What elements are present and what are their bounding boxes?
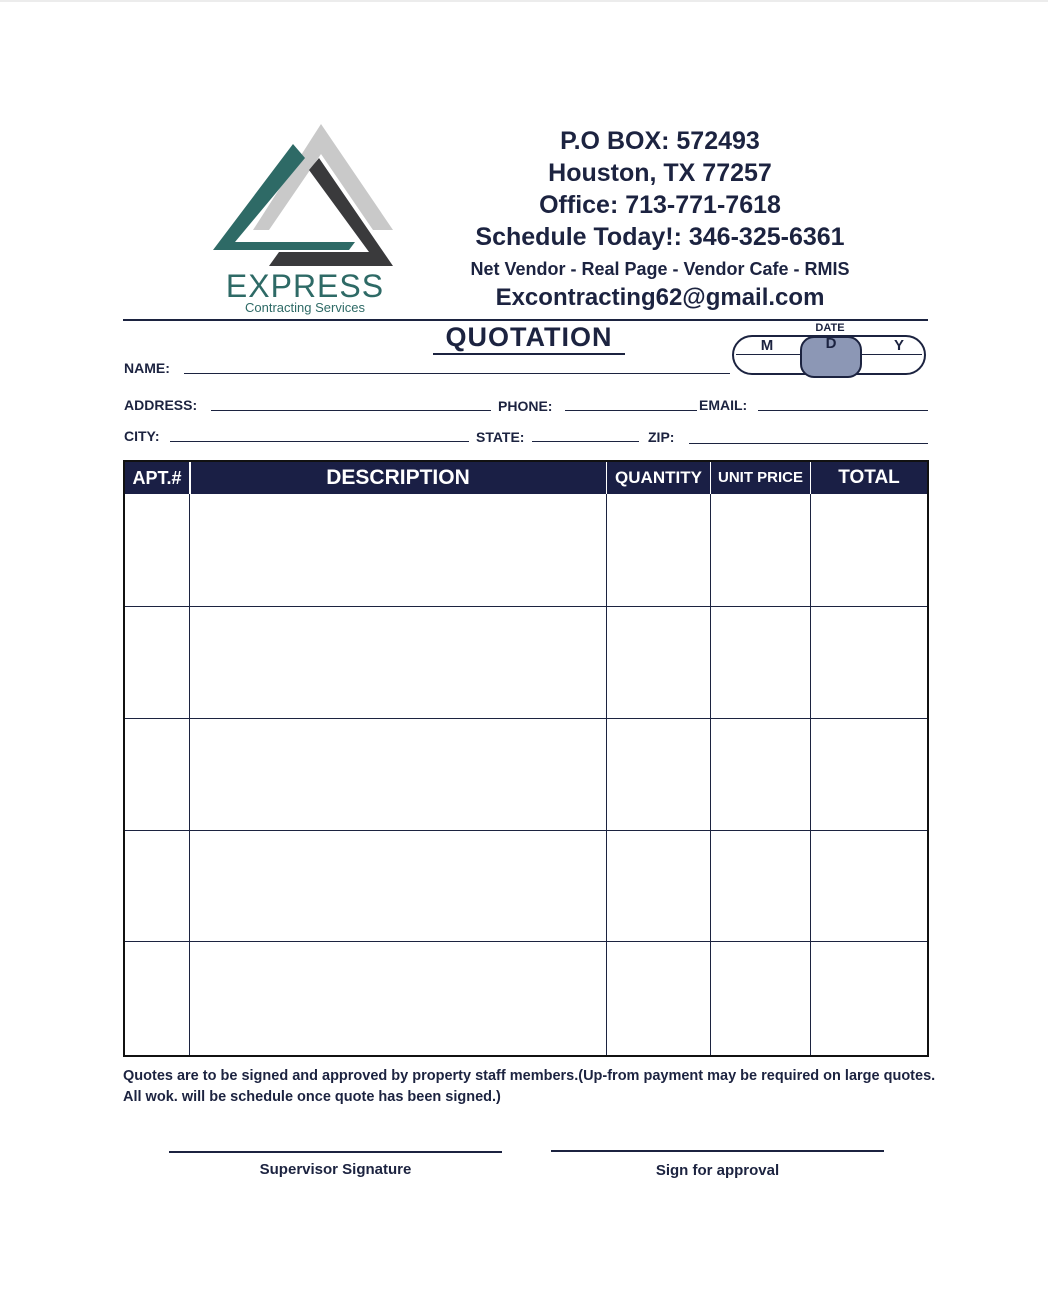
email-field[interactable] xyxy=(758,410,928,411)
header-separator xyxy=(606,462,607,494)
schedule-phone: Schedule Today!: 346-325-6361 xyxy=(475,223,845,251)
header-quantity: QUANTITY xyxy=(615,468,702,487)
table-row[interactable] xyxy=(125,719,927,830)
zip-field[interactable] xyxy=(689,443,928,444)
office-phone: Office: 713-771-7618 xyxy=(539,191,781,219)
phone-label: PHONE: xyxy=(498,398,553,414)
city-label: CITY: xyxy=(124,428,160,444)
table-row[interactable] xyxy=(125,831,927,941)
terms-note: Quotes are to be signed and approved by property staff members.(Up-from payment may be required on large quotes. All wok. will be schedule once quote has been signed.) xyxy=(123,1068,936,1105)
state-field[interactable] xyxy=(532,441,639,442)
table-row[interactable] xyxy=(125,495,927,606)
logo-wordmark: EXPRESS xyxy=(225,268,385,304)
header-separator xyxy=(710,462,711,494)
name-field[interactable] xyxy=(184,373,730,374)
state-label: STATE: xyxy=(476,429,525,445)
approval-signature-line[interactable] xyxy=(551,1150,884,1152)
name-label: NAME: xyxy=(124,360,170,376)
city-field[interactable] xyxy=(170,441,469,442)
title-underline xyxy=(433,353,625,355)
header-separator xyxy=(189,462,191,494)
header-description: DESCRIPTION xyxy=(326,466,470,489)
page-title: QUOTATION xyxy=(445,322,613,352)
zip-label: ZIP: xyxy=(648,429,675,445)
supervisor-signature-line[interactable] xyxy=(169,1151,502,1153)
email-label: EMAIL: xyxy=(699,397,748,413)
contact-email[interactable]: Excontracting62@gmail.com xyxy=(495,284,825,311)
header-divider xyxy=(123,319,928,321)
phone-field[interactable] xyxy=(565,410,697,411)
date-label: DATE xyxy=(815,322,845,334)
header-apt: APT.# xyxy=(132,468,182,488)
table-row[interactable] xyxy=(125,607,927,718)
table-row[interactable] xyxy=(125,942,927,1055)
supervisor-signature-label: Supervisor Signature xyxy=(259,1161,412,1178)
date-month-label: M xyxy=(760,337,774,354)
approval-signature-label: Sign for approval xyxy=(655,1162,780,1179)
logo-subtitle: Contracting Services xyxy=(245,300,365,315)
vendor-list: Net Vendor - Real Page - Vendor Cafe - RMIS xyxy=(470,259,850,279)
address-label: ADDRESS: xyxy=(124,397,198,413)
header-separator xyxy=(810,462,811,494)
address-field[interactable] xyxy=(211,410,491,411)
header-total: TOTAL xyxy=(838,467,900,488)
city-line: Houston, TX 77257 xyxy=(548,159,772,187)
date-year-label: Y xyxy=(893,337,904,354)
top-rule xyxy=(0,0,1048,2)
date-day-label: D xyxy=(825,335,837,352)
po-box: P.O BOX: 572493 xyxy=(560,127,760,155)
header-unit-price: UNIT PRICE xyxy=(717,469,803,486)
